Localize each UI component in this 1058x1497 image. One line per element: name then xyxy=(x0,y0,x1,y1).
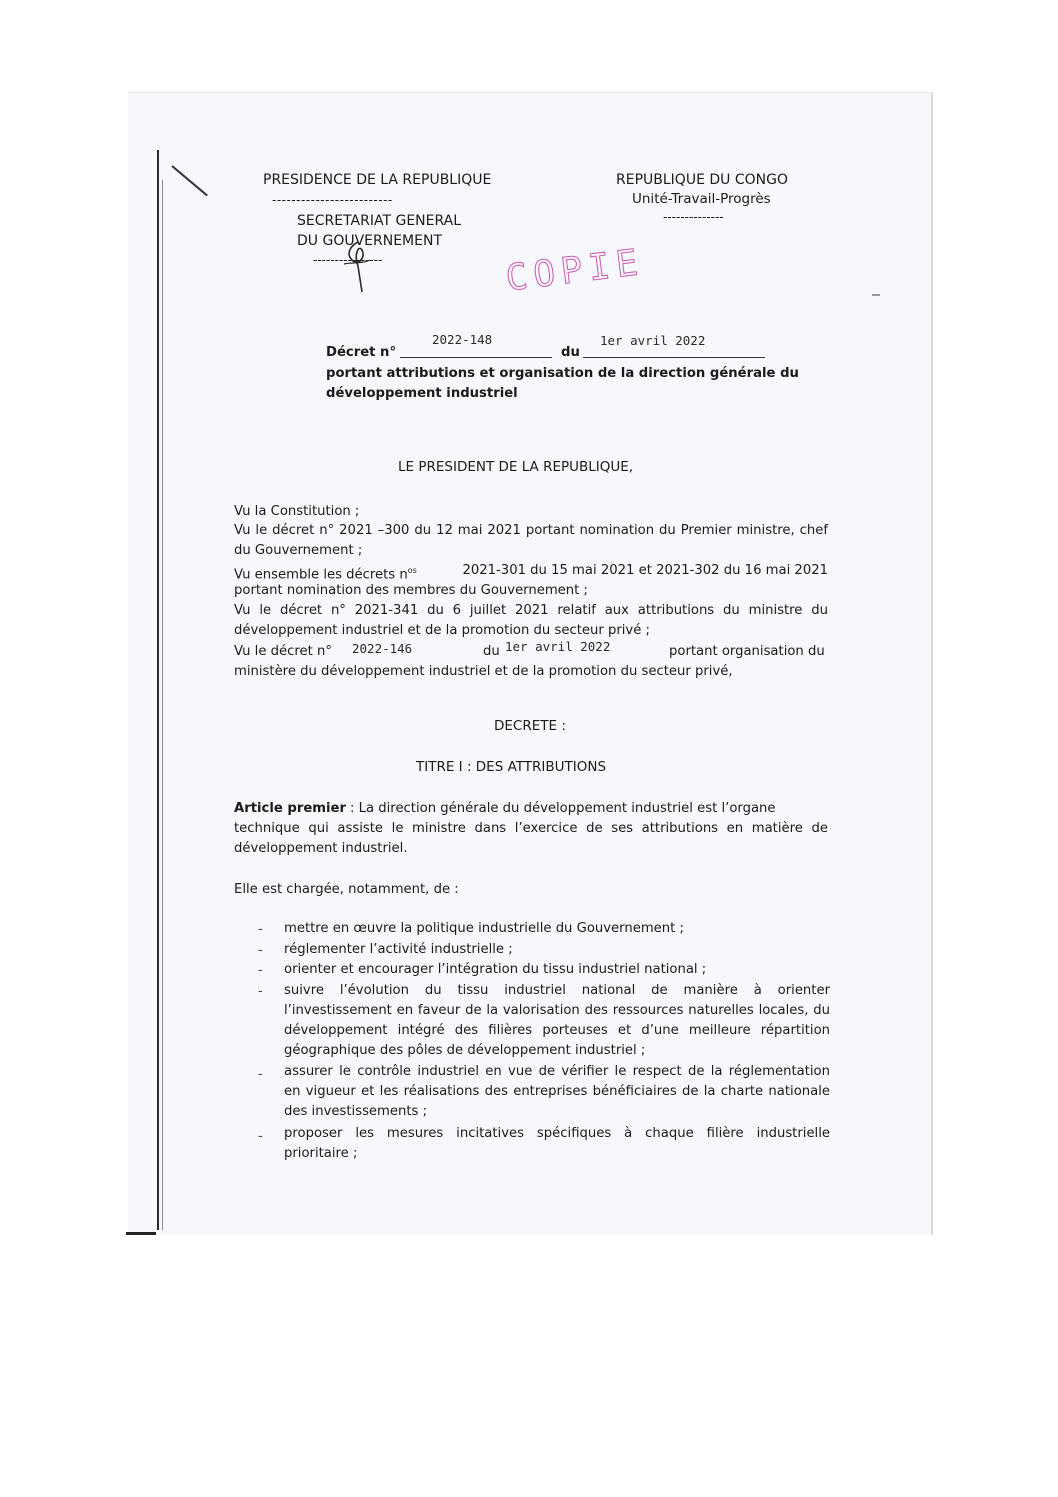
president-heading: LE PRESIDENT DE LA REPUBLIQUE, xyxy=(398,459,634,475)
bullet-dash: - xyxy=(258,984,263,999)
scan-speck xyxy=(872,294,880,296)
visa-constitution: Vu la Constitution ; xyxy=(234,504,360,519)
visa-decret-ministre-line1: Vu le décret n° 2021-341 du 6 juillet 2021 relatif aux attributions du ministre du xyxy=(234,603,828,618)
decree-title-line2: développement industriel xyxy=(326,386,518,401)
bullet-dash: - xyxy=(258,1129,263,1144)
visa-decret-organisation-date: 1er avril 2022 xyxy=(505,639,611,654)
header-left-dashes2: ---------------- xyxy=(313,253,383,267)
bullet-4-line3: développement intégré des filières porteuses et d’une meilleure répartition xyxy=(284,1023,830,1038)
decree-date-underline xyxy=(583,357,765,358)
visa-decret-organisation-du: du xyxy=(483,644,500,659)
header-right-motto: Unité-Travail-Progrès xyxy=(632,191,771,207)
article-premier-line2: technique qui assiste le ministre dans l’exercice de ses attributions en matière de xyxy=(234,821,828,836)
decree-number-underline xyxy=(400,357,552,358)
bullet-2: réglementer l’activité industrielle ; xyxy=(284,942,513,957)
bullet-3: orienter et encourager l’intégration du tissu industriel national ; xyxy=(284,962,707,977)
header-left-dashes1: ------------------------- xyxy=(272,193,393,207)
visa-decret-premier-ministre-line2: du Gouvernement ; xyxy=(234,543,363,558)
bullet-5-line1: assurer le contrôle industriel en vue de vérifier le respect de la réglementation xyxy=(284,1064,830,1079)
bullet-dash: - xyxy=(258,963,263,978)
bullet-1: mettre en œuvre la politique industrielle du Gouvernement ; xyxy=(284,921,684,936)
signature-icon xyxy=(336,236,376,300)
decree-label: Décret n° xyxy=(326,345,397,360)
header-left-line1: PRESIDENCE DE LA REPUBLIQUE xyxy=(263,172,492,188)
article-premier-line3: développement industriel. xyxy=(234,841,408,856)
bullet-4-line2: l’investissement en faveur de la valorisation des ressources naturelles locales, du xyxy=(284,1003,830,1018)
decree-number: 2022-148 xyxy=(432,332,493,347)
visa-decrets-numbers: 2021-301 du 15 mai 2021 et 2021-302 du 16 mai 2021 xyxy=(462,563,828,578)
bullet-6-line1: proposer les mesures incitatives spécifiques à chaque filière industrielle xyxy=(284,1126,830,1141)
scan-edge-mark xyxy=(126,1232,156,1235)
visa-decret-organisation-number: 2022-146 xyxy=(352,641,413,656)
attributions-intro: Elle est chargée, notamment, de : xyxy=(234,882,459,897)
visa-decret-premier-ministre-line1: Vu le décret n° 2021 –300 du 12 mai 2021 portant nomination du Premier ministre, chef xyxy=(234,523,828,538)
decree-du-label: du xyxy=(561,345,580,360)
article-premier-line1 xyxy=(234,799,828,819)
header-right-dashes: -------------- xyxy=(663,210,724,224)
visa-decret-organisation-prefix: Vu le décret n° xyxy=(234,644,332,659)
visa-decrets-sup: os xyxy=(407,566,417,575)
decree-date: 1er avril 2022 xyxy=(600,333,706,348)
bullet-5-line3: des investissements ; xyxy=(284,1104,428,1119)
article-premier-text: : La direction générale du développement industriel est l’organe xyxy=(350,801,776,816)
bullet-dash: - xyxy=(258,1067,263,1082)
bullet-5-line2: en vigueur et les réalisations des entreprises bénéficiaires de la charte nationale xyxy=(284,1084,830,1099)
bullet-dash: - xyxy=(258,922,263,937)
visa-decrets-prefix: Vu ensemble les décrets n xyxy=(234,567,408,583)
bullet-4-line4: géographique des pôles de développement industriel ; xyxy=(284,1043,646,1058)
visa-decrets-membres-line2: portant nomination des membres du Gouvernement ; xyxy=(234,583,588,598)
titre-heading: TITRE I : DES ATTRIBUTIONS xyxy=(416,759,607,775)
header-right-line1: REPUBLIQUE DU CONGO xyxy=(616,172,788,188)
binding-rule xyxy=(157,150,159,1230)
visa-decret-ministre-line2: développement industriel et de la promotion du secteur privé ; xyxy=(234,623,650,638)
binding-rule-inner xyxy=(162,180,163,1230)
visa-decret-organisation-suffix: portant organisation du xyxy=(669,644,825,659)
copie-stamp: COPIE xyxy=(503,241,646,300)
bullet-6-line2: prioritaire ; xyxy=(284,1146,358,1161)
header-left-line3: DU GOUVERNEMENT xyxy=(297,233,443,249)
bullet-4-line1: suivre l’évolution du tissu industriel national de manière à orienter xyxy=(284,983,830,998)
bullet-dash: - xyxy=(258,943,263,958)
article-premier-label: Article premier xyxy=(234,801,347,816)
decrete-heading: DECRETE : xyxy=(494,718,566,734)
decree-title-line1: portant attributions et organisation de la direction générale du xyxy=(326,366,799,381)
visa-decret-organisation-line2: ministère du développement industriel et de la promotion du secteur privé, xyxy=(234,664,733,679)
header-left-line2: SECRETARIAT GENERAL xyxy=(297,213,462,229)
